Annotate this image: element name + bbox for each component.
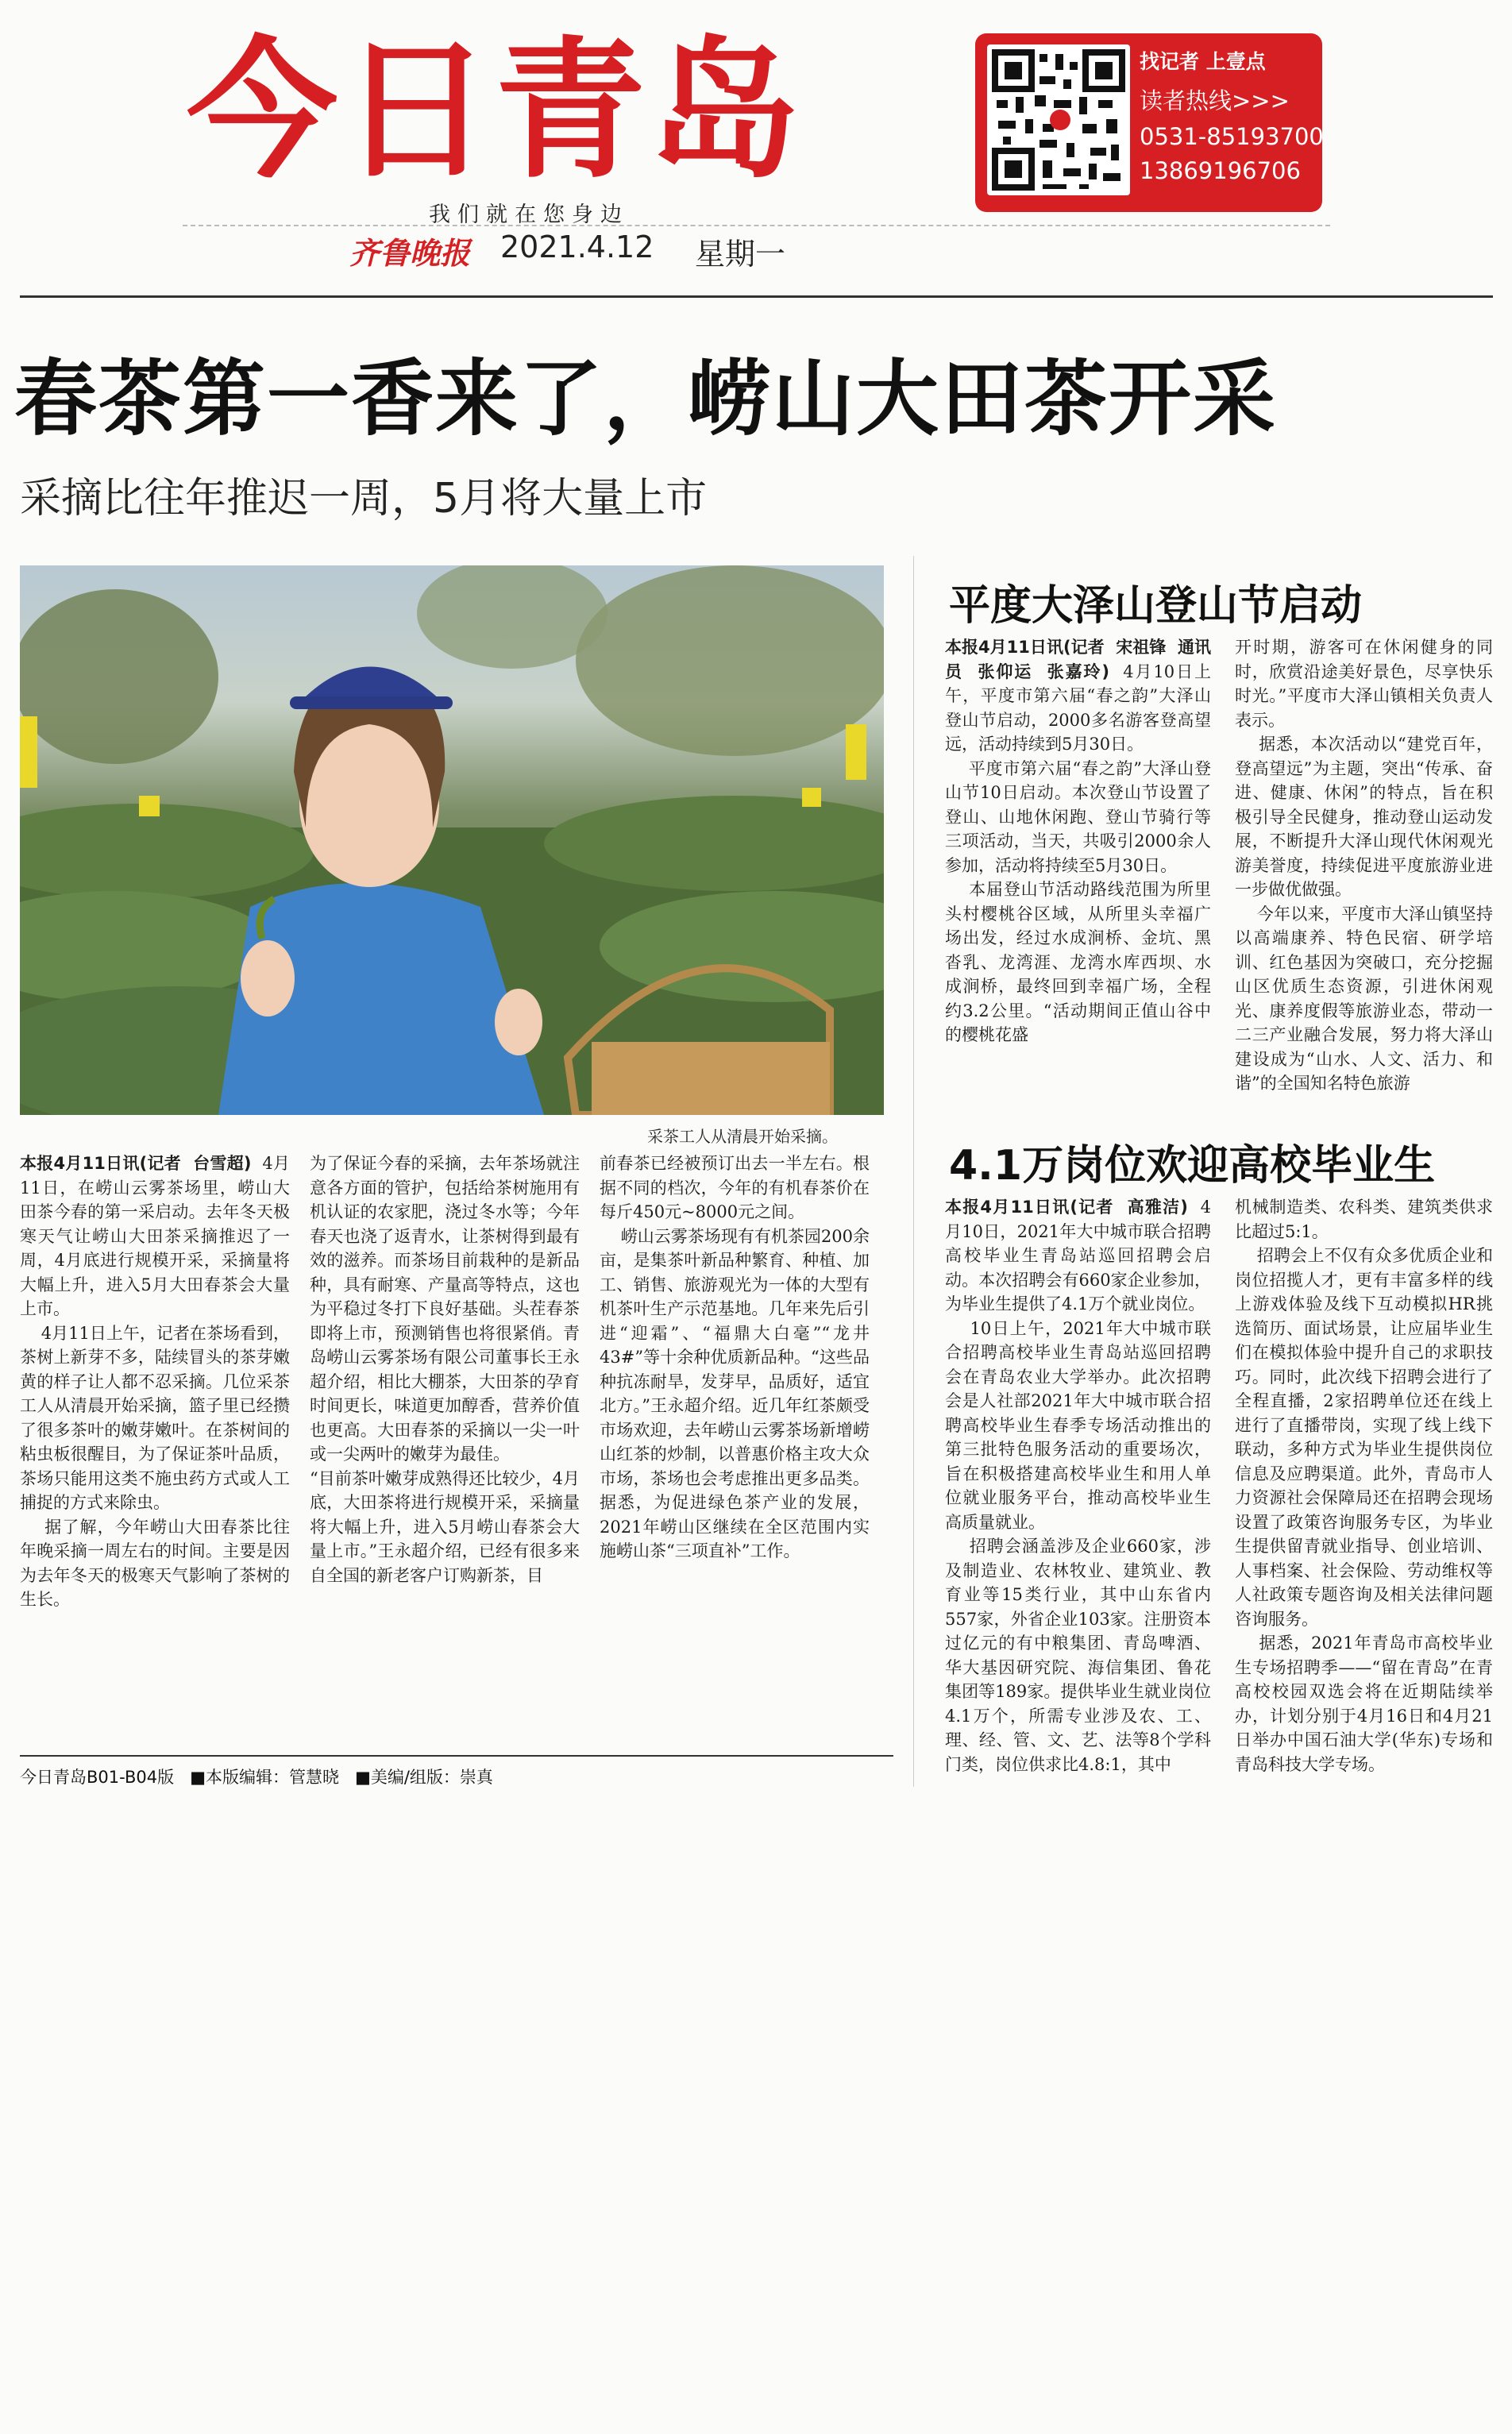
story3-byline: 本报4月11日讯(记者 高雅洁) <box>945 1198 1188 1217</box>
story2-byline: 本报4月11日讯(记者 宋祖锋 通讯员 张仰运 张嘉玲) <box>945 638 1211 681</box>
footer-designer: ■美编/组版：崇真 <box>355 1768 493 1787</box>
lead-text-col2: 为了保证今春的采摘，去年茶场就注意各方面的管护，包括给茶树施用有机认证的农家肥，浇过冬水等；今年春天也浇了返青水，让茶树得到最有效的滋养。而茶场目前栽种的是新品种，具有耐寒、产量高等特点，这也为平稳过冬打下良好基础。头茬春茶即将上市，预测销售也将很紧俏。青岛崂山云雾茶场有限公司董事长王永超介绍，相比大棚茶，大田茶的孕育时间更长，味道更加醇香，营养价值也更高。大田春茶的采摘以一尖一叶或一尖两叶的嫩芽为最佳。 “目前茶叶嫩芽成熟得还比较少，4月底，大田茶将进行规模开采，采摘量将大幅上升，进入5月崂山春茶会大量上市。”王永超介绍，已经有很多来自全国的新老客户订购新茶，目 <box>310 1154 580 1585</box>
masthead-title: 今日青岛 <box>187 23 804 199</box>
photo-caption: 采茶工人从清晨开始采摘。 <box>647 1127 838 1146</box>
footer-pages: 今日青岛B01-B04版 <box>20 1768 175 1787</box>
footer-editor: ■本版编辑：管慧晓 <box>190 1768 339 1787</box>
issue-date: 2021.4.12 <box>500 230 654 264</box>
lead-column-2 <box>310 1151 580 1739</box>
contact-hotline-label: 读者热线>>> <box>1140 87 1290 114</box>
contact-phone-2[interactable]: 13869196706 <box>1140 157 1301 184</box>
story3-text-col2: 机械制造类、农科类、建筑类供求比超过5:1。 招聘会上不仅有众多优质企业和岗位招揽人才，更有丰富多样的线上游戏体验及线下互动模拟HR挑选简历、面试场景，让应届毕业生们在模拟体验中提升自己的求职技巧。同时，此次线下招聘会进行了全程直播，2家招聘单位还在线上进行了直播带岗，实现了线上线下联动，多种方式为毕业生提供岗位信息及应聘渠道。此外，青岛市人力资源社会保障局还在招聘会现场设置了政策咨询服务专区，为毕业生提供留青就业指导、创业培训、人事档案、社会保险、劳动维权等人社政策专题咨询及相关法律问题咨询服务。 据悉，2021年青岛市高校毕业生专场招聘季——“留在青岛”在青高校校园双选会将在近期陆续举办，计划分别于4月16日和4月21日举办中国石油大学(华东)专场和青岛科技大学专场。 <box>1235 1198 1493 1774</box>
masthead-slogan: 我们就在您身边 <box>429 203 629 227</box>
lead-column-1 <box>20 1151 290 1739</box>
story3-title: 4.1万岗位欢迎高校毕业生 <box>949 1142 1436 1190</box>
issue-weekday: 星期一 <box>695 237 786 272</box>
story3-column-2 <box>1235 1195 1493 1807</box>
story2-column-1 <box>945 635 1211 1120</box>
story2-text-col1: 4月10日上午，平度市第六届“春之韵”大泽山登山节启动，2000多名游客登高望远，活动持续到5月30日。 平度市第六届“春之韵”大泽山登山节10日启动。本次登山节设置了登山、山地休闲跑、登山节骑行等三项活动，当天，共吸引2000余人参加，活动将持续至5月30日。 本届登山节活动路线范围为所里头村樱桃谷区域，从所里头幸福广场出发，经过水成涧桥、金坑、黑沓乳、龙湾涯、龙湾水库西坝、水成涧桥，最终回到幸福广场，全程约3.2公里。“活动期间正值山谷中的樱桃花盛 <box>945 662 1211 1044</box>
footer-rule <box>20 1755 893 1757</box>
tea-picker-photo <box>20 565 884 1115</box>
lead-text-col1: 4月11日，在崂山云雾茶场里，崂山大田茶今春的第一采启动。去年冬天极寒天气让崂山大田茶采摘推迟了一周，4月底进行规模开采，采摘量将大幅上升，进入5月大田春茶会大量上市。 4月11日上午，记者在茶场看到，茶树上新芽不多，陆续冒头的茶芽嫩黄的样子让人都不忍采摘。几位采茶工人从清晨开始采摘，篮子里已经攒了很多茶叶的嫩芽嫩叶。在茶树间的粘虫板很醒目，为了保证茶叶品质，茶场只能用这类不施虫药方式或人工捕捉的方式来除虫。 据了解，今年崂山大田春茶比往年晚采摘一周左右的时间。主要是因为去年冬天的极寒天气影响了茶树的生长。 <box>20 1154 290 1609</box>
contact-reporter-line: 找记者 上壹点 <box>1140 50 1266 73</box>
lead-headline: 春茶第一香来了，崂山大田茶开采 <box>14 350 1278 447</box>
top-rule <box>20 295 1493 298</box>
qr-code-icon[interactable] <box>987 44 1130 195</box>
masthead-rule <box>183 225 1330 226</box>
story3-column-1 <box>945 1195 1211 1807</box>
column-divider <box>913 556 914 1787</box>
lead-column-3 <box>600 1151 870 1739</box>
lead-text-col3: 前春茶已经被预订出去一半左右。根据不同的档次，今年的有机春茶价在每斤450元~8000元之间。 崂山云雾茶场现有有机茶园200余亩，是集茶叶新品种繁育、种植、加工、销售、旅游观光为一体的大型有机茶叶生产示范基地。几年来先后引进“迎霜”、“福鼎大白毫”“龙井43#”等十余种优质新品种。“这些品种抗冻耐旱，发芽早，品质好，适宜北方。”王永超介绍。近几年红茶颇受市场欢迎，去年崂山云雾茶场新增崂山红茶的炒制，以普惠价格主攻大众市场，茶场也会考虑推出更多品类。据悉，为促进绿色茶产业的发展，2021年崂山区继续在全区范围内实施崂山茶“三项直补”工作。 <box>600 1154 870 1560</box>
story3-text-col1: 4月10日，2021年大中城市联合招聘高校毕业生青岛站巡回招聘会启动。本次招聘会有660家企业参加，为毕业生提供了4.1万个就业岗位。 10日上午，2021年大中城市联合招聘高校毕业生青岛站巡回招聘会在青岛农业大学举办。此次招聘会是人社部2021年大中城市联合招聘高校毕业生春季专场活动推出的第三批特色服务活动的重要场次，旨在积极搭建高校毕业生和用人单位就业服务平台，推动高校毕业生高质量就业。 招聘会涵盖涉及企业660家，涉及制造业、农林牧业、建筑业、教育业等15类行业，其中山东省内557家，外省企业103家。注册资本过亿元的有中粮集团、青岛啤酒、华大基因研究院、海信集团、鲁花集团等189家。提供毕业生就业岗位4.1万个，所需专业涉及农、工、理、经、管、文、艺、法等8个学科门类，岗位供求比4.8:1，其中 <box>945 1198 1211 1774</box>
sub-brand-logo: 齐鲁晚报 <box>349 235 471 271</box>
story2-title: 平度大泽山登山节启动 <box>949 582 1363 630</box>
lead-subheadline: 采摘比往年推迟一周，5月将大量上市 <box>20 475 708 523</box>
page-footer <box>20 1765 493 1788</box>
story2-column-2 <box>1235 635 1493 1120</box>
contact-phone-1[interactable]: 0531-85193700 <box>1140 123 1324 150</box>
lead-byline: 本报4月11日讯(记者 台雪超) <box>20 1154 252 1173</box>
story2-text-col2: 开时期，游客可在休闲健身的同时，欣赏沿途美好景色，尽享快乐时光。”平度市大泽山镇相关负责人表示。 据悉，本次活动以“建党百年，登高望远”为主题，突出“传承、奋进、健康、休闲”的特点，旨在积极引导全民健身，推动登山运动发展，不断提升大泽山现代休闲观光游美誉度，持续促进平度旅游业进一步做优做强。 今年以来，平度市大泽山镇坚持以高端康养、特色民宿、研学培训、红色基因为突破口，充分挖掘山区优质生态资源，引进休闲观光、康养度假等旅游业态，带动一二三产业融合发展，努力将大泽山建设成为“山水、人文、活力、和谐”的全国知名特色旅游 <box>1235 638 1493 1093</box>
